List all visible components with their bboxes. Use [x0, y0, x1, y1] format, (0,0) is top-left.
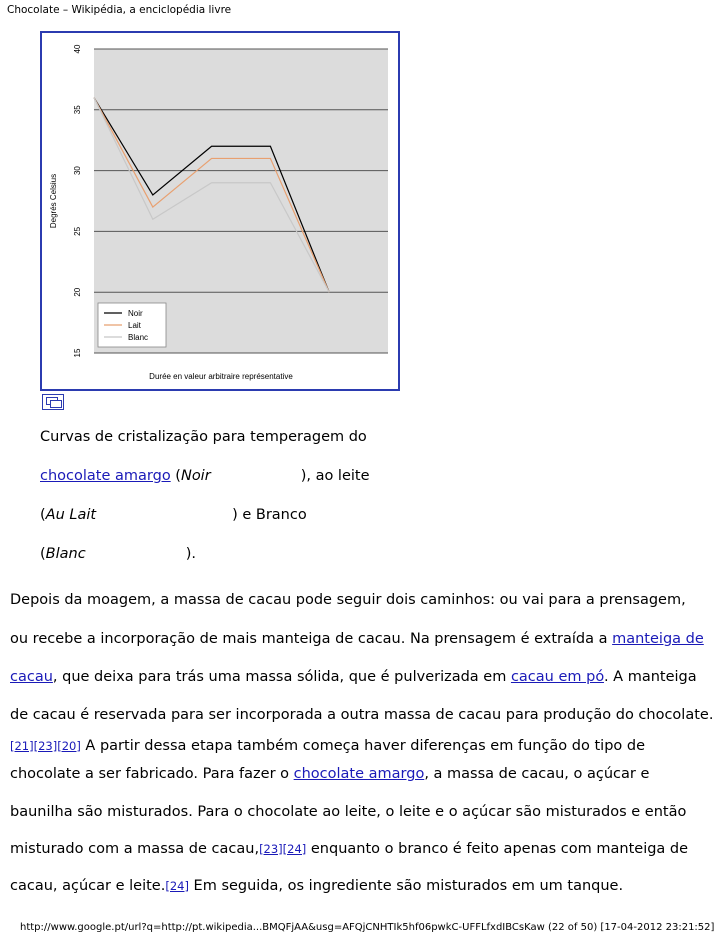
paragraph-line: [10, 669, 697, 685]
paragraph-line: [10, 738, 645, 754]
caption-text: ), ao leite: [300, 468, 370, 484]
link-chocolate-amargo-2[interactable]: chocolate amargo: [293, 766, 425, 782]
y-tick-label: 35: [73, 105, 82, 115]
x-axis-label: Durée en valeur arbitraire représentative: [149, 372, 293, 381]
text: . A manteiga: [603, 669, 697, 685]
caption-text: (: [40, 507, 46, 523]
caption-line-1: Curvas de cristalização para temperagem do: [40, 429, 367, 445]
paragraph-line: [10, 841, 688, 857]
page-header-title: Chocolate – Wikipédia, a enciclopédia livre: [7, 4, 232, 16]
y-tick-label: 30: [73, 166, 82, 176]
text: A partir dessa etapa também começa haver diferenças em função do tipo de: [80, 738, 645, 754]
link-cacau-em-po[interactable]: cacau em pó: [510, 669, 604, 685]
legend-label: Blanc: [128, 333, 149, 342]
reference-links[interactable]: [23][24]: [259, 842, 307, 856]
text: , que deixa para trás uma massa sólida, que é pulverizada em: [52, 669, 511, 685]
paragraph-line: [10, 878, 623, 894]
crystallization-chart-figure[interactable]: [40, 31, 400, 391]
caption-blanc: Blanc: [45, 546, 86, 562]
text: ou recebe a incorporação de mais manteiga de cacau. Na prensagem é extraída a: [10, 631, 613, 647]
caption-au-lait: Au Lait: [45, 507, 97, 523]
text: de cacau é reservada para ser incorporada a outra massa de cacau para produção do chocolate.: [10, 707, 714, 723]
y-tick-label: 15: [73, 348, 82, 358]
reference-links[interactable]: [21][23][20]: [10, 739, 81, 753]
link-chocolate-amargo[interactable]: chocolate amargo: [40, 468, 171, 484]
caption-text: (: [170, 468, 181, 484]
paragraph-line: [10, 707, 713, 723]
page-footer-url: http://www.google.pt/url?q=http://pt.wikipedia...BMQFjAA&usg=AFQjCNHTIk5hf06pwkC-UFFLfxdIBCsKaw (22 of 50) [17-04-2012 23:21:52]: [20, 922, 715, 933]
text: baunilha são misturados. Para o chocolate ao leite, o leite e o açúcar são misturados e então: [10, 804, 687, 820]
caption-text: ) e Branco: [232, 507, 307, 523]
legend-label: Lait: [128, 321, 141, 330]
text: cacau, açúcar e leite.: [10, 878, 166, 894]
text: misturado com a massa de cacau,: [10, 841, 260, 857]
crystallization-chart: [42, 33, 398, 389]
y-axis-label: Degrés Celsius: [49, 173, 58, 229]
caption-text: ).: [185, 546, 196, 562]
caption-text: (: [40, 546, 46, 562]
magnify-clip-icon[interactable]: [42, 394, 64, 410]
paragraph-line: [10, 766, 649, 782]
text: enquanto o branco é feito apenas com manteiga de: [306, 841, 689, 857]
text: Em seguida, os ingrediente são misturados em um tanque.: [188, 878, 624, 894]
caption-noir: Noir: [180, 468, 211, 484]
legend-label: Noir: [128, 309, 143, 318]
reference-link[interactable]: [24]: [165, 879, 189, 893]
text: chocolate a ser fabricado. Para fazer o: [10, 766, 294, 782]
y-tick-label: 25: [73, 226, 82, 236]
y-tick-label: 40: [73, 44, 82, 54]
paragraph-line: [10, 592, 686, 608]
y-tick-label: 20: [73, 287, 82, 297]
text: , a massa de cacau, o açúcar e: [424, 766, 650, 782]
text: Depois da moagem, a massa de cacau pode seguir dois caminhos: ou vai para a prensagem,: [10, 592, 686, 608]
link-manteiga-de-cacau-cont[interactable]: cacau: [10, 669, 53, 685]
figure-caption: [40, 418, 400, 574]
link-manteiga-de-cacau[interactable]: manteiga de: [612, 631, 704, 647]
paragraph-line: [10, 631, 704, 647]
paragraph-line: [10, 804, 686, 820]
